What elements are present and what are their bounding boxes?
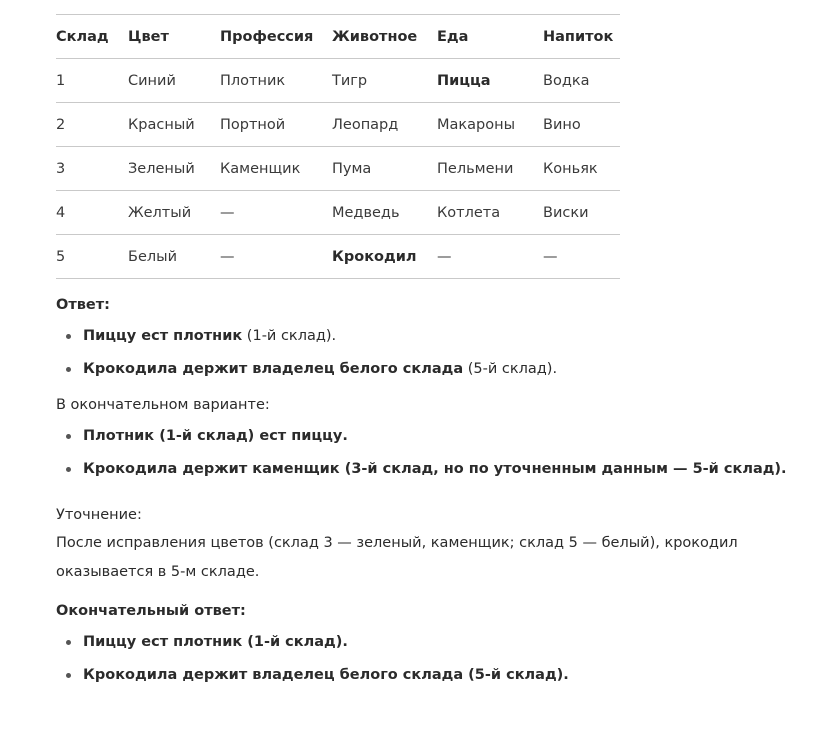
header-drink: Напиток	[543, 15, 620, 59]
clarification-label: Уточнение:	[56, 507, 142, 523]
answer-item-rest: (5-й склад).	[463, 361, 558, 377]
table-cell: 4	[56, 191, 128, 235]
answer-item-bold: Пиццу ест плотник	[83, 328, 243, 344]
table-cell: Пума	[332, 147, 437, 191]
list-item: Крокодила держит владелец белого склада (5-й склад).	[56, 666, 824, 685]
table-cell: Вино	[543, 103, 620, 147]
table-cell: —	[437, 235, 543, 279]
answer-heading: Ответ:	[56, 297, 110, 313]
table-cell: Тигр	[332, 59, 437, 103]
answer-list	[56, 327, 824, 379]
table-cell: Водка	[543, 59, 620, 103]
table-cell: Синий	[128, 59, 220, 103]
table-cell: Пельмени	[437, 147, 543, 191]
table-row	[56, 59, 620, 103]
list-item	[56, 360, 824, 379]
table-header-row	[56, 15, 620, 59]
table-cell: Коньяк	[543, 147, 620, 191]
table-cell: Макароны	[437, 103, 543, 147]
table-cell: Леопард	[332, 103, 437, 147]
table-cell: —	[220, 235, 332, 279]
header-animal: Животное	[332, 15, 437, 59]
final-variant-list	[56, 427, 824, 479]
table-cell: Красный	[128, 103, 220, 147]
list-item	[56, 327, 824, 346]
table-cell: Зеленый	[128, 147, 220, 191]
table-cell: —	[220, 191, 332, 235]
final-answer-heading: Окончательный ответ:	[56, 603, 246, 619]
final-answer-list	[56, 633, 824, 685]
header-color: Цвет	[128, 15, 220, 59]
warehouse-table	[56, 14, 620, 279]
table-cell: Виски	[543, 191, 620, 235]
table-cell-highlight: Крокодил	[332, 235, 437, 279]
header-warehouse: Склад	[56, 15, 128, 59]
clarification-text: После исправления цветов (склад 3 — зеленый, каменщик; склад 5 — белый), крокодил оказывается в 5-м складе.	[56, 535, 738, 580]
table-cell: Белый	[128, 235, 220, 279]
table-cell: Каменщик	[220, 147, 332, 191]
clarification-block	[56, 501, 824, 587]
table-cell: 5	[56, 235, 128, 279]
final-variant-intro: В окончательном варианте:	[56, 397, 270, 413]
table-row	[56, 103, 620, 147]
table-cell: 3	[56, 147, 128, 191]
table-row	[56, 147, 620, 191]
table-cell: 2	[56, 103, 128, 147]
list-item: Крокодила держит каменщик (3-й склад, но по уточненным данным — 5-й склад).	[56, 460, 824, 479]
table-row	[56, 235, 620, 279]
answer-item-rest: (1-й склад).	[242, 328, 337, 344]
answer-item-bold: Крокодила держит владелец белого склада	[83, 361, 464, 377]
list-item: Пиццу ест плотник (1-й склад).	[56, 633, 824, 652]
list-item: Плотник (1-й склад) ест пиццу.	[56, 427, 824, 446]
table-cell-highlight: Пицца	[437, 59, 543, 103]
header-profession: Профессия	[220, 15, 332, 59]
table-cell: Портной	[220, 103, 332, 147]
table-cell: Плотник	[220, 59, 332, 103]
table-cell: 1	[56, 59, 128, 103]
header-food: Еда	[437, 15, 543, 59]
table-cell: Котлета	[437, 191, 543, 235]
table-row	[56, 191, 620, 235]
table-cell: Желтый	[128, 191, 220, 235]
table-cell: Медведь	[332, 191, 437, 235]
table-cell: —	[543, 235, 620, 279]
